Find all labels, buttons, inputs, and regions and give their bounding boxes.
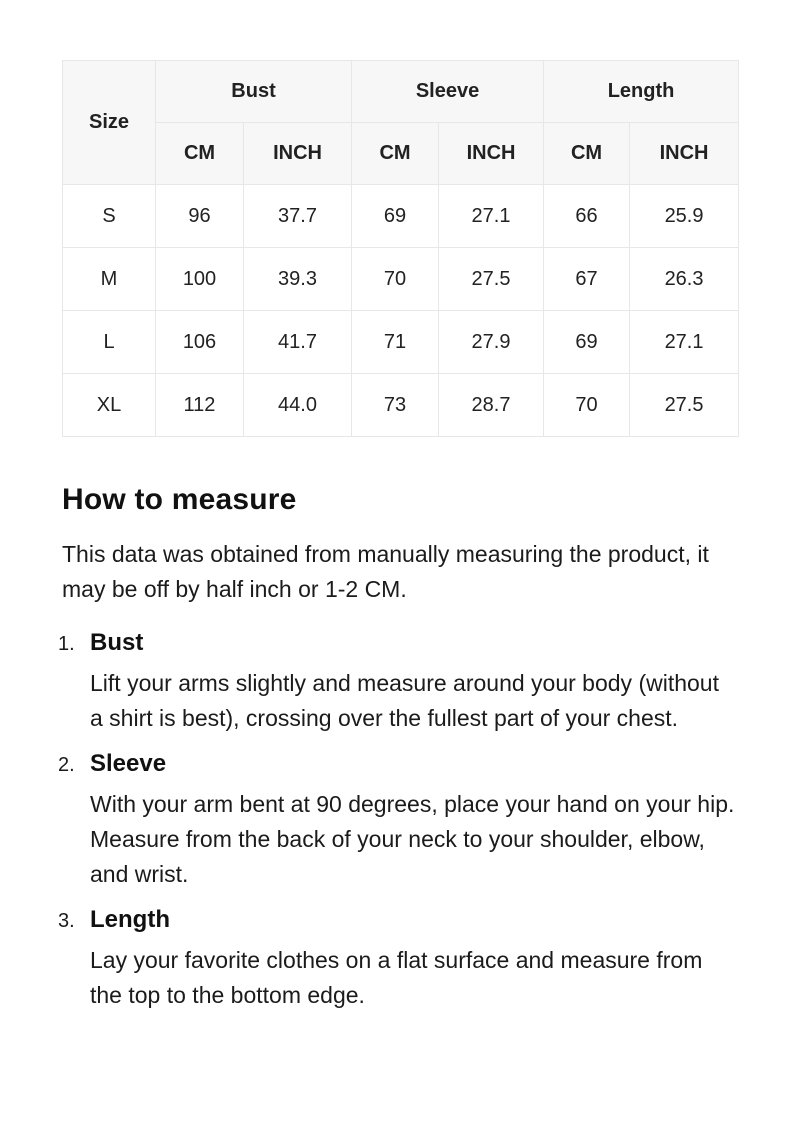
header-sleeve-inch: INCH — [439, 123, 544, 185]
step-header — [58, 750, 738, 778]
table-row-s — [63, 185, 739, 248]
cell-size: XL — [63, 374, 156, 437]
cell-value: 73 — [352, 374, 439, 437]
step-term: Length — [90, 906, 170, 933]
table-row-m — [63, 248, 739, 311]
cell-value: 37.7 — [244, 185, 352, 248]
section-intro: This data was obtained from manually measuring the product, it may be off by half inch or 1-2 CM. — [62, 541, 709, 602]
cell-value: 66 — [544, 185, 630, 248]
step-header — [58, 629, 738, 657]
cell-value: 69 — [352, 185, 439, 248]
cell-size: M — [63, 248, 156, 311]
list-item-bust — [58, 629, 738, 736]
cell-value: 27.9 — [439, 311, 544, 374]
step-term: Sleeve — [90, 750, 167, 777]
cell-value: 41.7 — [244, 311, 352, 374]
step-description: Lift your arms slightly and measure around your body (without a shirt is best), crossing over the fullest part of your chest. — [90, 670, 719, 731]
header-length-inch: INCH — [630, 123, 739, 185]
step-description: Lay your favorite clothes on a flat surface and measure from the top to the bottom edge. — [90, 947, 703, 1008]
header-bust: Bust — [156, 61, 352, 123]
header-bust-inch: INCH — [244, 123, 352, 185]
header-length: Length — [544, 61, 739, 123]
cell-value: 69 — [544, 311, 630, 374]
step-header — [58, 906, 738, 934]
size-chart-body — [63, 185, 739, 437]
header-sleeve-cm: CM — [352, 123, 439, 185]
cell-value: 70 — [544, 374, 630, 437]
cell-size: L — [63, 311, 156, 374]
cell-value: 27.1 — [630, 311, 739, 374]
step-number: 3. — [58, 910, 75, 932]
cell-size: S — [63, 185, 156, 248]
step-description: With your arm bent at 90 degrees, place your hand on your hip. Measure from the back of your neck to your shoulder, elbow, and wrist. — [90, 791, 735, 887]
list-item-length — [58, 906, 738, 1013]
section-title: How to measure — [62, 483, 297, 516]
cell-value: 67 — [544, 248, 630, 311]
cell-value: 27.5 — [630, 374, 739, 437]
step-number: 2. — [58, 754, 75, 776]
cell-value: 39.3 — [244, 248, 352, 311]
cell-value: 28.7 — [439, 374, 544, 437]
header-length-cm: CM — [544, 123, 630, 185]
cell-value: 27.5 — [439, 248, 544, 311]
step-term: Bust — [90, 629, 144, 656]
table-row-l — [63, 311, 739, 374]
cell-value: 44.0 — [244, 374, 352, 437]
step-number: 1. — [58, 633, 75, 655]
header-bust-cm: CM — [156, 123, 244, 185]
table-row-xl — [63, 374, 739, 437]
cell-value: 100 — [156, 248, 244, 311]
header-size: Size — [63, 61, 156, 185]
cell-value: 112 — [156, 374, 244, 437]
cell-value: 96 — [156, 185, 244, 248]
cell-value: 106 — [156, 311, 244, 374]
cell-value: 71 — [352, 311, 439, 374]
measure-steps-list — [58, 629, 738, 1013]
cell-value: 70 — [352, 248, 439, 311]
cell-value: 27.1 — [439, 185, 544, 248]
cell-value: 25.9 — [630, 185, 739, 248]
size-chart-table — [62, 60, 739, 437]
header-sleeve: Sleeve — [352, 61, 544, 123]
cell-value: 26.3 — [630, 248, 739, 311]
size-chart-header — [63, 61, 739, 185]
list-item-sleeve — [58, 750, 738, 892]
